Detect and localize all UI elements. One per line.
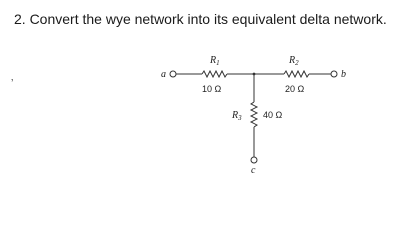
r2-subscript: 2 xyxy=(295,59,299,67)
r1-value: 10 Ω xyxy=(202,84,222,94)
center-node xyxy=(253,73,256,76)
terminal-a xyxy=(170,71,176,77)
r3-name: R xyxy=(232,110,239,121)
terminal-a-label: a xyxy=(161,69,166,80)
terminal-c xyxy=(251,157,257,163)
resistor-r3 xyxy=(251,102,257,127)
r2-value: 20 Ω xyxy=(285,84,305,94)
resistor-r2 xyxy=(284,71,309,77)
r2-name: R xyxy=(289,55,296,66)
r1-label xyxy=(209,55,220,67)
r2-label xyxy=(288,55,299,67)
r1-name: R xyxy=(210,55,217,66)
terminal-b-label: b xyxy=(341,69,346,80)
r3-value: 40 Ω xyxy=(263,110,283,120)
resistor-r1 xyxy=(202,71,227,77)
question-text: 2. Convert the wye network into its equivalent delta network. xyxy=(14,11,387,27)
terminal-c-label: c xyxy=(251,165,256,176)
terminal-b xyxy=(331,71,337,77)
stray-mark: ʼ xyxy=(11,78,14,90)
r3-label xyxy=(231,110,242,122)
circuit-wires xyxy=(176,71,331,157)
r3-subscript: 3 xyxy=(238,114,242,122)
r1-subscript: 1 xyxy=(216,59,220,67)
